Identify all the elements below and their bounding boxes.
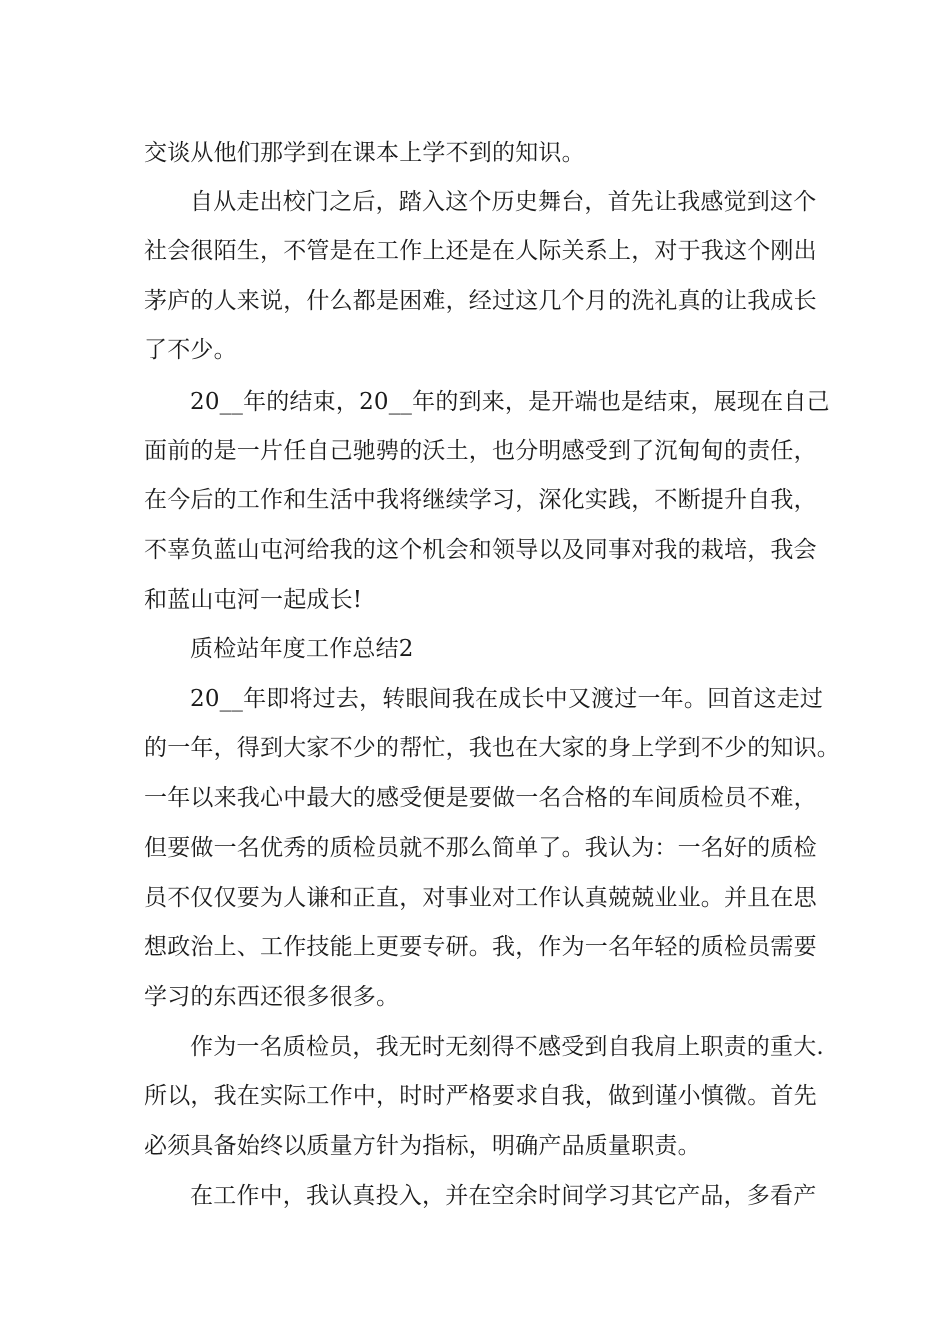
section-heading: 质检站年度工作总结2 [190, 636, 414, 662]
text-line: 交谈从他们那学到在课本上学不到的知识。 [144, 140, 585, 166]
text-line: 和蓝山屯河一起成长! [144, 587, 363, 613]
text-line: 不辜负蓝山屯河给我的这个机会和领导以及同事对我的栽培，我会 [144, 537, 817, 563]
text-line: 学习的东西还很多很多。 [144, 984, 400, 1010]
text-line: 员不仅仅要为人谦和正直，对事业对工作认真兢兢业业。并且在思 [144, 885, 817, 911]
text-line: 的一年，得到大家不少的帮忙，我也在大家的身上学到不少的知识。 [144, 735, 840, 761]
text-line: 作为一名质检员，我无时无刻得不感受到自我肩上职责的重大. [190, 1034, 824, 1060]
text-line: 但要做一名优秀的质检员就不那么简单了。我认为：一名好的质检 [144, 835, 817, 861]
text-line: 所以，我在实际工作中，时时严格要求自我，做到谨小慎微。首先 [144, 1083, 817, 1109]
text-line: 想政治上、工作技能上更要专研。我，作为一名年轻的质检员需要 [144, 934, 817, 960]
text-line: 20__年即将过去，转眼间我在成长中又渡过一年。回首这走过 [190, 686, 824, 712]
text-line: 茅庐的人来说，什么都是困难，经过这几个月的洗礼真的让我成长 [144, 288, 817, 314]
text-line: 必须具备始终以质量方针为指标，明确产品质量职责。 [144, 1133, 701, 1159]
text-line: 了不少。 [144, 337, 237, 363]
text-line: 社会很陌生，不管是在工作上还是在人际关系上，对于我这个刚出 [144, 238, 817, 264]
text-line: 面前的是一片任自己驰骋的沃土，也分明感受到了沉甸甸的责任， [144, 438, 817, 464]
text-line: 一年以来我心中最大的感受便是要做一名合格的车间质检员不难， [144, 785, 817, 811]
text-line: 在今后的工作和生活中我将继续学习，深化实践，不断提升自我， [144, 487, 817, 513]
text-line: 在工作中，我认真投入，并在空余时间学习其它产品，多看产 [190, 1183, 817, 1209]
text-line: 自从走出校门之后，踏入这个历史舞台，首先让我感觉到这个 [190, 189, 817, 215]
text-line: 20__年的结束，20__年的到来，是开端也是结束，展现在自己 [190, 389, 830, 415]
